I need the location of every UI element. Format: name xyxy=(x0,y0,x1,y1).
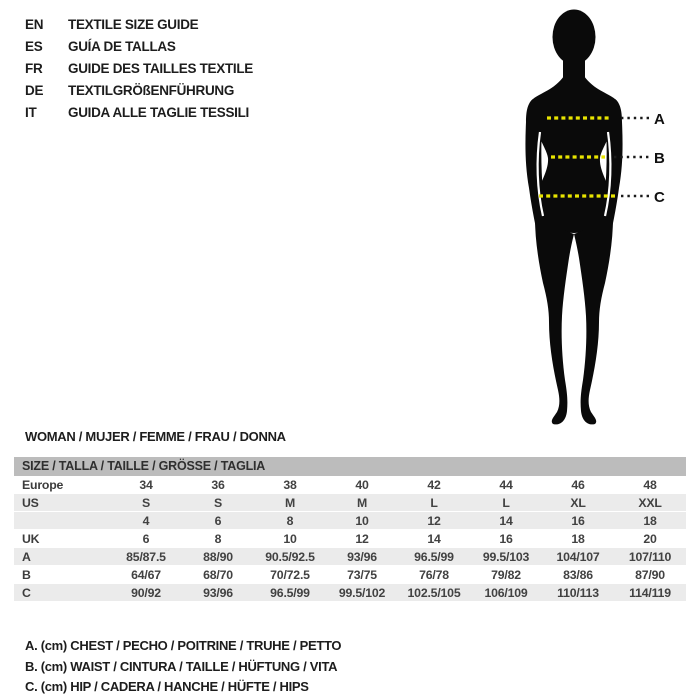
size-cell: L xyxy=(470,494,542,512)
language-code: IT xyxy=(25,105,37,120)
size-cell: 90/92 xyxy=(110,584,182,602)
silhouette-thigh-gap xyxy=(573,238,574,306)
table-row xyxy=(14,566,686,584)
size-cell: 12 xyxy=(326,530,398,548)
size-cell: 6 xyxy=(110,530,182,548)
size-cell: 4 xyxy=(110,512,182,530)
size-cell: 18 xyxy=(614,512,686,530)
language-title: TEXTILGRÖßENFÜHRUNG xyxy=(68,83,235,98)
size-cell: XL xyxy=(542,494,614,512)
row-label: B xyxy=(14,566,110,584)
table-row xyxy=(14,530,686,548)
language-row xyxy=(25,36,253,58)
language-row xyxy=(25,58,253,80)
language-row xyxy=(25,14,253,36)
size-cell: 102.5/105 xyxy=(398,584,470,602)
size-cell: 40 xyxy=(326,476,398,494)
size-cell: S xyxy=(182,494,254,512)
size-cell: 90.5/92.5 xyxy=(254,548,326,566)
row-label xyxy=(14,512,110,530)
size-cell: L xyxy=(398,494,470,512)
size-cell: 8 xyxy=(182,530,254,548)
size-cell: 96.5/99 xyxy=(398,548,470,566)
language-code: DE xyxy=(25,83,44,98)
size-table xyxy=(14,476,686,602)
marker-label-a: A xyxy=(654,111,665,128)
size-cell: 10 xyxy=(254,530,326,548)
table-row xyxy=(14,476,686,494)
size-cell: 42 xyxy=(398,476,470,494)
size-cell: 107/110 xyxy=(614,548,686,566)
measurement-legend xyxy=(25,636,341,698)
size-cell: 14 xyxy=(470,512,542,530)
size-cell: 96.5/99 xyxy=(254,584,326,602)
size-cell: 87/90 xyxy=(614,566,686,584)
row-label: Europe xyxy=(14,476,110,494)
size-cell: 44 xyxy=(470,476,542,494)
size-cell: S xyxy=(110,494,182,512)
language-code: EN xyxy=(25,17,44,32)
language-row xyxy=(25,102,253,124)
size-cell: 114/119 xyxy=(614,584,686,602)
size-cell: 38 xyxy=(254,476,326,494)
size-cell: M xyxy=(254,494,326,512)
size-cell: 34 xyxy=(110,476,182,494)
size-cell: 6 xyxy=(182,512,254,530)
table-row xyxy=(14,512,686,530)
legend-line: C. (cm) HIP / CADERA / HANCHE / HÜFTE / HIPS xyxy=(25,679,309,694)
size-cell: XXL xyxy=(614,494,686,512)
size-cell: 36 xyxy=(182,476,254,494)
language-code: FR xyxy=(25,61,43,76)
language-title: GUÍA DE TALLAS xyxy=(68,39,176,54)
size-cell: 64/67 xyxy=(110,566,182,584)
size-table-header: SIZE / TALLA / TAILLE / GRÖSSE / TAGLIA xyxy=(14,457,686,476)
gender-heading: WOMAN / MUJER / FEMME / FRAU / DONNA xyxy=(25,429,286,444)
size-cell: 20 xyxy=(614,530,686,548)
woman-silhouette xyxy=(525,10,622,425)
language-code: ES xyxy=(25,39,43,54)
size-cell: 83/86 xyxy=(542,566,614,584)
size-cell: 76/78 xyxy=(398,566,470,584)
marker-label-c: C xyxy=(654,189,665,206)
size-cell: 12 xyxy=(398,512,470,530)
woman-silhouette-figure xyxy=(490,0,700,430)
legend-line: B. (cm) WAIST / CINTURA / TAILLE / HÜFTUNG / VITA xyxy=(25,658,338,674)
size-cell: 106/109 xyxy=(470,584,542,602)
size-cell: 18 xyxy=(542,530,614,548)
size-cell: 48 xyxy=(614,476,686,494)
size-cell: 16 xyxy=(470,530,542,548)
size-cell: 88/90 xyxy=(182,548,254,566)
silhouette-right-leg xyxy=(574,198,613,424)
size-cell: 16 xyxy=(542,512,614,530)
language-list xyxy=(25,14,253,124)
size-cell: 99.5/102 xyxy=(326,584,398,602)
row-label: A xyxy=(14,548,110,566)
row-label: US xyxy=(14,494,110,512)
size-cell: 14 xyxy=(398,530,470,548)
table-row xyxy=(14,548,686,566)
size-cell: 8 xyxy=(254,512,326,530)
size-cell: 46 xyxy=(542,476,614,494)
row-label: UK xyxy=(14,530,110,548)
size-cell: 68/70 xyxy=(182,566,254,584)
size-table-section xyxy=(14,457,686,602)
size-cell: 85/87.5 xyxy=(110,548,182,566)
legend-line: A. (cm) CHEST / PECHO / POITRINE / TRUHE / PETTO xyxy=(25,638,342,653)
silhouette-left-leg xyxy=(535,198,574,424)
size-cell: 93/96 xyxy=(182,584,254,602)
language-title: TEXTILE SIZE GUIDE xyxy=(68,17,199,32)
size-cell: 99.5/103 xyxy=(470,548,542,566)
table-row xyxy=(14,494,686,512)
row-label: C xyxy=(14,584,110,602)
size-cell: 10 xyxy=(326,512,398,530)
language-title: GUIDE DES TAILLES TEXTILE xyxy=(68,61,254,76)
size-cell: 70/72.5 xyxy=(254,566,326,584)
size-cell: 73/75 xyxy=(326,566,398,584)
marker-label-b: B xyxy=(654,150,665,167)
size-cell: 93/96 xyxy=(326,548,398,566)
size-cell: 79/82 xyxy=(470,566,542,584)
language-title: GUIDA ALLE TAGLIE TESSILI xyxy=(68,105,249,120)
table-row xyxy=(14,584,686,602)
size-cell: M xyxy=(326,494,398,512)
language-row xyxy=(25,80,253,102)
size-cell: 104/107 xyxy=(542,548,614,566)
size-cell: 110/113 xyxy=(542,584,614,602)
